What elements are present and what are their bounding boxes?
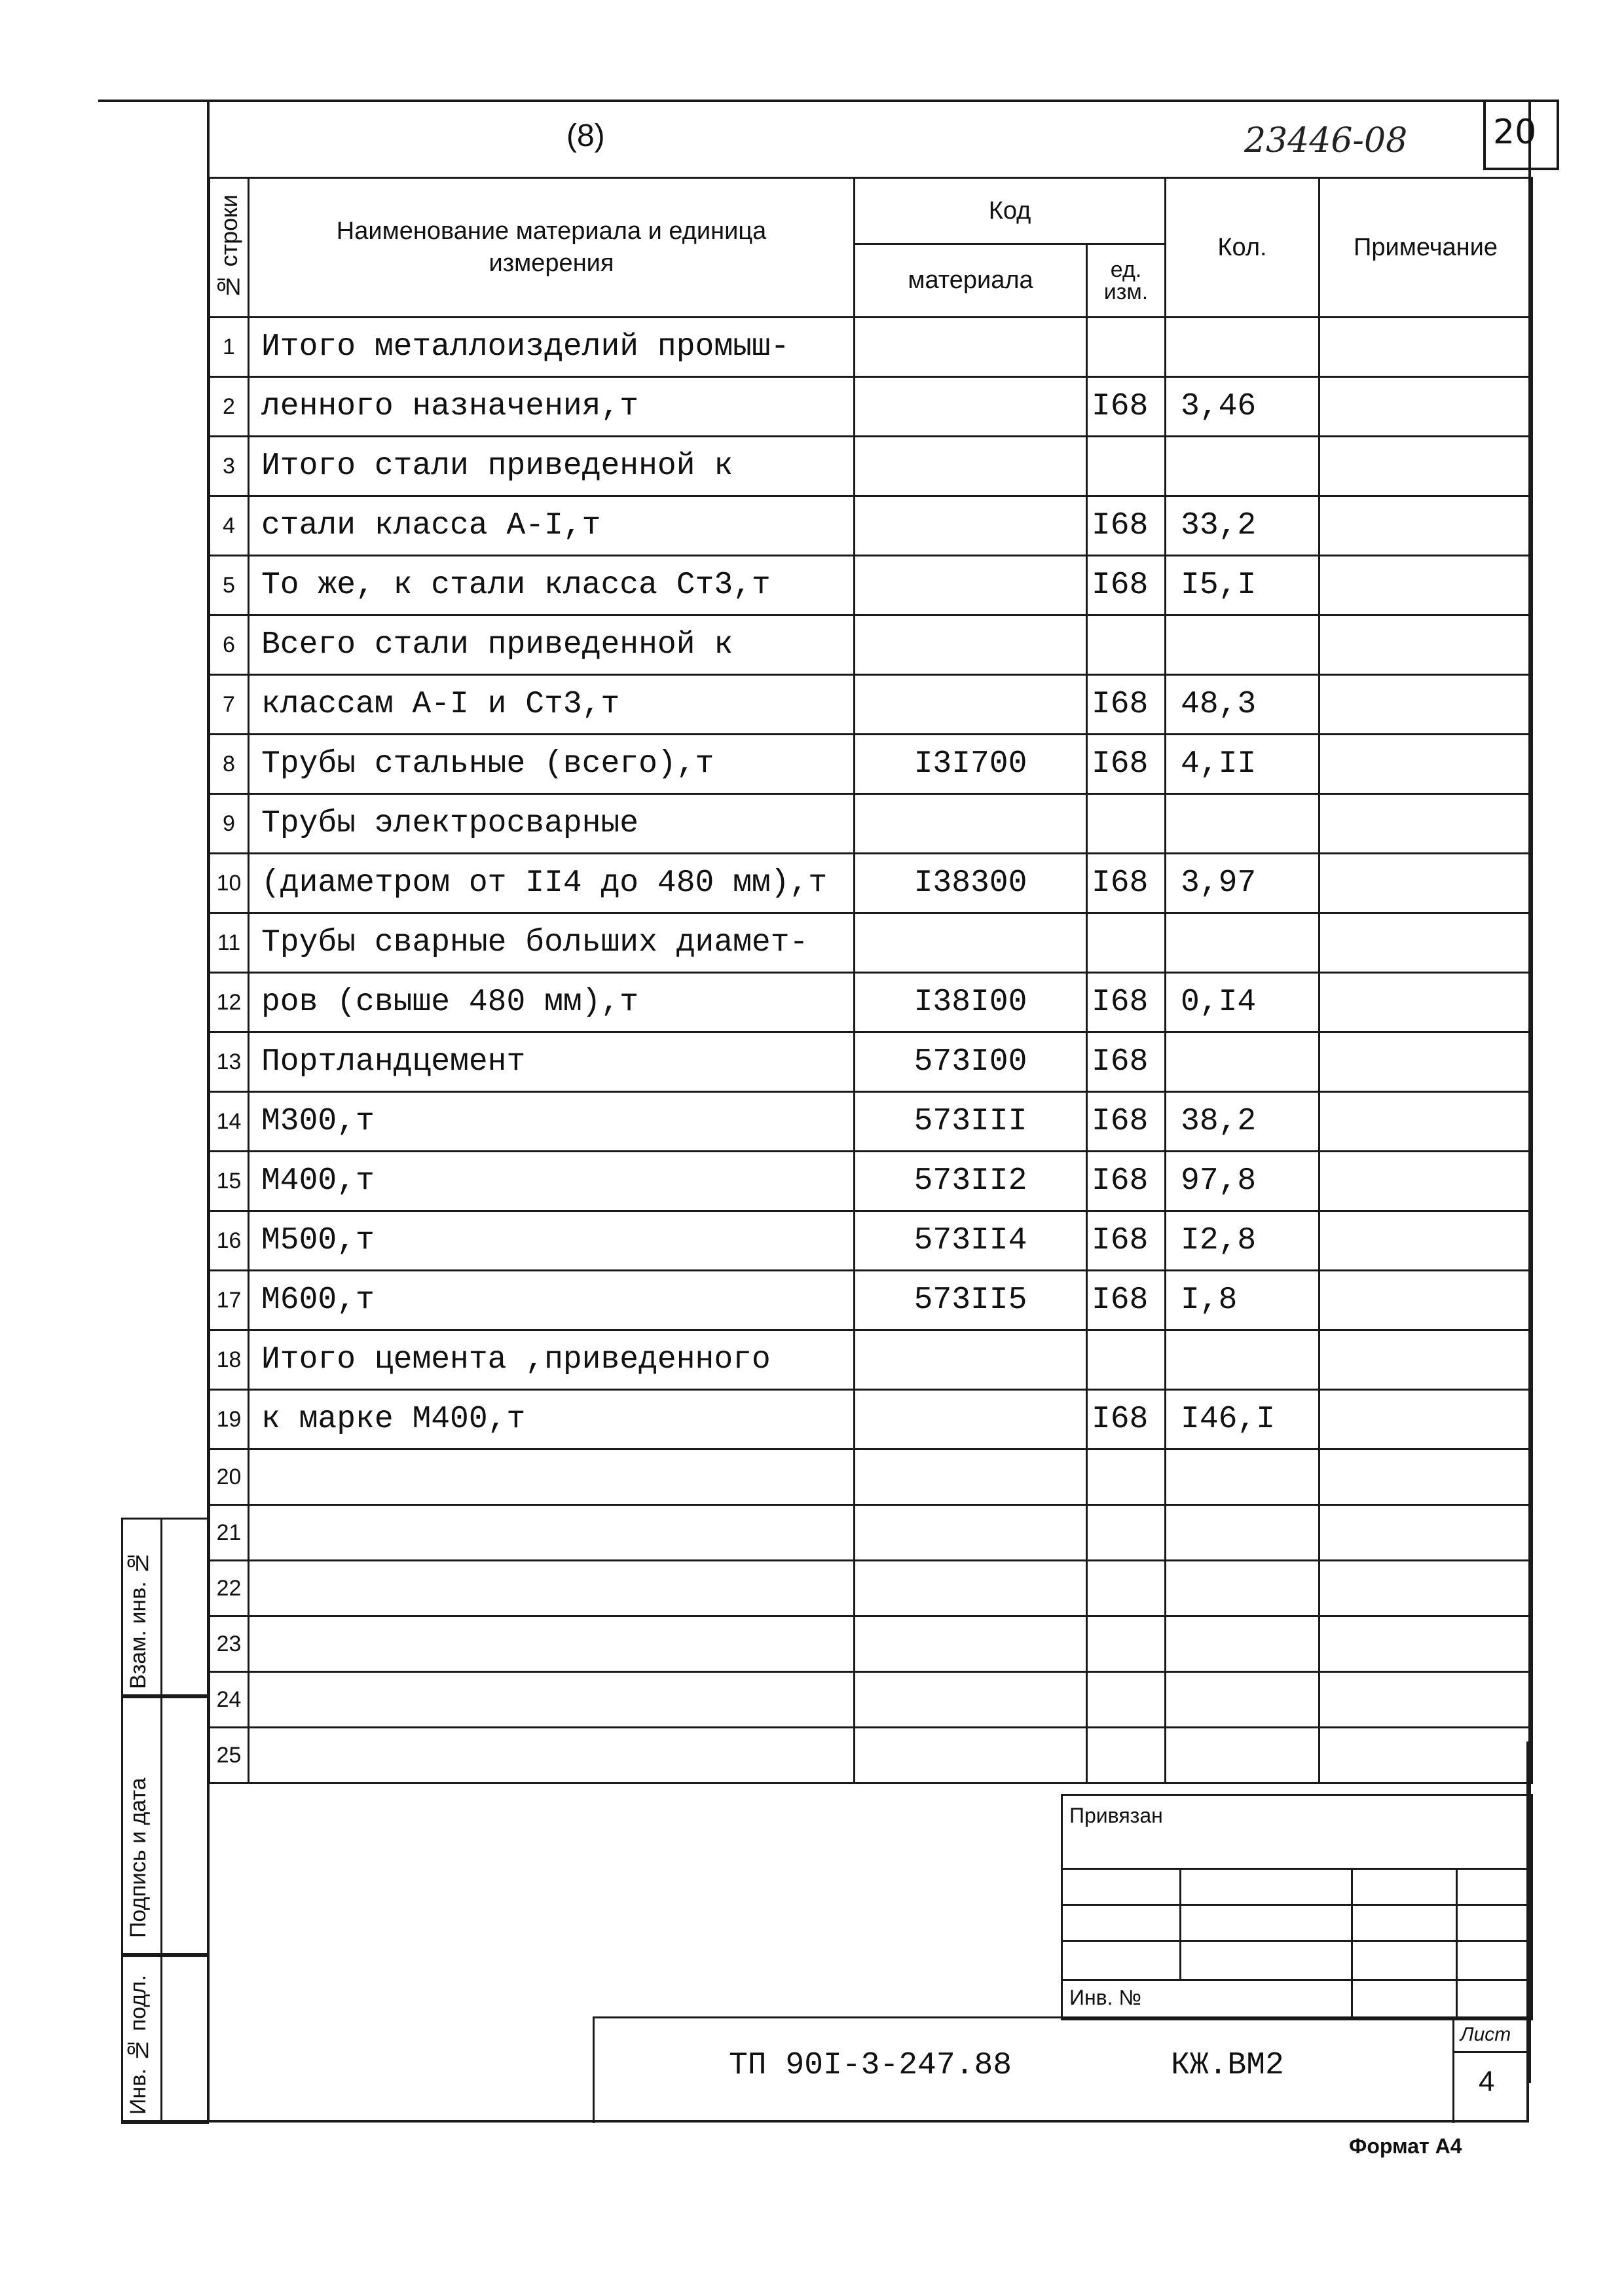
quantity: [1166, 1561, 1320, 1616]
table-row: [210, 1616, 1532, 1672]
material-code: [855, 496, 1087, 556]
unit-code: [1087, 318, 1166, 377]
material-code: [855, 1449, 1087, 1505]
unit-code: I68: [1087, 973, 1166, 1032]
material-name: Портландцемент: [249, 1032, 855, 1092]
row-number: 6: [210, 615, 249, 675]
note: [1320, 437, 1532, 496]
quantity: I2,8: [1166, 1211, 1320, 1271]
unit-code: [1087, 1449, 1166, 1505]
table-row: [210, 1672, 1532, 1728]
row-number: 1: [210, 318, 249, 377]
material-name: Итого металлоизделий промыш-: [249, 318, 855, 377]
quantity: [1166, 1032, 1320, 1092]
material-code: [855, 437, 1087, 496]
row-number: 2: [210, 377, 249, 437]
quantity: I,8: [1166, 1271, 1320, 1330]
row-number: 17: [210, 1271, 249, 1330]
note: [1320, 1330, 1532, 1390]
unit-code: [1087, 1505, 1166, 1561]
quantity: [1166, 1672, 1320, 1728]
row-number: 7: [210, 675, 249, 735]
material-name: Трубы электросварные: [249, 794, 855, 854]
quantity: 3,97: [1166, 854, 1320, 913]
material-code: [855, 556, 1087, 615]
frame-top: [98, 100, 1531, 102]
material-code: 573III: [855, 1092, 1087, 1152]
material-code: [855, 318, 1087, 377]
material-name: стали класса А-I,т: [249, 496, 855, 556]
row-number: 15: [210, 1152, 249, 1211]
table-row: [210, 1152, 1532, 1211]
row-number: 23: [210, 1616, 249, 1672]
material-name: классам А-I и Ст3,т: [249, 675, 855, 735]
material-code: I3I700: [855, 735, 1087, 794]
table-row: [210, 556, 1532, 615]
quantity: 97,8: [1166, 1152, 1320, 1211]
row-number: 4: [210, 496, 249, 556]
material-code: [855, 913, 1087, 973]
unit-code: I68: [1087, 1211, 1166, 1271]
note: [1320, 1271, 1532, 1330]
material-code: [855, 1616, 1087, 1672]
material-code: 573II5: [855, 1271, 1087, 1330]
material-name: Трубы сварные больших диамет-: [249, 913, 855, 973]
unit-code: I68: [1087, 1152, 1166, 1211]
material-name: к марке М400,т: [249, 1390, 855, 1449]
designation: ТП 90I-3-247.88: [729, 2048, 1012, 2083]
note: [1320, 1505, 1532, 1561]
material-name: [249, 1728, 855, 1783]
note: [1320, 1728, 1532, 1783]
material-name: Всего стали приведенной к: [249, 615, 855, 675]
unit-code: I68: [1087, 496, 1166, 556]
quantity: [1166, 437, 1320, 496]
material-name: [249, 1561, 855, 1616]
quantity: [1166, 318, 1320, 377]
table-row: [210, 735, 1532, 794]
table-row: [210, 1505, 1532, 1561]
table-row: [210, 1390, 1532, 1449]
row-number: 14: [210, 1092, 249, 1152]
material-code: 573II4: [855, 1211, 1087, 1271]
quantity: [1166, 1449, 1320, 1505]
quantity: 33,2: [1166, 496, 1320, 556]
material-code: [855, 675, 1087, 735]
material-code: I38300: [855, 854, 1087, 913]
row-number: 25: [210, 1728, 249, 1783]
header-code-material: материала: [855, 244, 1087, 318]
material-code: [855, 1505, 1087, 1561]
note: [1320, 854, 1532, 913]
unit-code: I68: [1087, 735, 1166, 794]
unit-code: I68: [1087, 377, 1166, 437]
material-code: [855, 1390, 1087, 1449]
table-row: [210, 615, 1532, 675]
quantity: [1166, 913, 1320, 973]
note: [1320, 1390, 1532, 1449]
note: [1320, 496, 1532, 556]
quantity: [1166, 1616, 1320, 1672]
title-block: [593, 2016, 1531, 2123]
table-row: [210, 377, 1532, 437]
note: [1320, 1211, 1532, 1271]
unit-code: [1087, 1616, 1166, 1672]
table-row: [210, 318, 1532, 377]
note: [1320, 1449, 1532, 1505]
drawing-code: КЖ.ВМ2: [1171, 2048, 1284, 2083]
materials-table: [208, 177, 1533, 1784]
table-row: [210, 1092, 1532, 1152]
table-row: [210, 1561, 1532, 1616]
table-row: [210, 1728, 1532, 1783]
material-name: М400,т: [249, 1152, 855, 1211]
note: [1320, 1032, 1532, 1092]
unit-code: [1087, 1728, 1166, 1783]
note: [1320, 556, 1532, 615]
row-number: 5: [210, 556, 249, 615]
material-name: (диаметром от II4 до 480 мм),т: [249, 854, 855, 913]
material-name: То же, к стали класса Ст3,т: [249, 556, 855, 615]
row-number: 13: [210, 1032, 249, 1092]
sheet-number: 4: [1479, 2066, 1495, 2098]
quantity: 3,46: [1166, 377, 1320, 437]
unit-code: [1087, 1330, 1166, 1390]
header-code: Код: [855, 178, 1166, 244]
table-row: [210, 1032, 1532, 1092]
unit-code: I68: [1087, 854, 1166, 913]
side-inv-label: Инв. № подл.: [126, 1975, 151, 2115]
note: [1320, 1561, 1532, 1616]
row-number: 9: [210, 794, 249, 854]
quantity: [1166, 794, 1320, 854]
material-name: ров (свыше 480 мм),т: [249, 973, 855, 1032]
material-code: [855, 1561, 1087, 1616]
privyazan-label: Привязан: [1069, 1804, 1163, 1827]
unit-code: I68: [1087, 675, 1166, 735]
material-code: [855, 1672, 1087, 1728]
note: [1320, 1672, 1532, 1728]
note: [1320, 735, 1532, 794]
format-label: Формат А4: [1349, 2134, 1462, 2158]
material-code: [855, 615, 1087, 675]
row-number: 22: [210, 1561, 249, 1616]
quantity: 4,II: [1166, 735, 1320, 794]
header-code-unit: ед. изм.: [1087, 244, 1166, 318]
quantity: [1166, 1728, 1320, 1783]
quantity: I5,I: [1166, 556, 1320, 615]
unit-code: I68: [1087, 556, 1166, 615]
note: [1320, 1092, 1532, 1152]
table-row: [210, 1330, 1532, 1390]
header-name: Наименование материала и единица измерения: [249, 178, 855, 318]
note: [1320, 973, 1532, 1032]
note: [1320, 615, 1532, 675]
unit-code: [1087, 913, 1166, 973]
quantity: [1166, 1330, 1320, 1390]
material-name: М600,т: [249, 1271, 855, 1330]
header-quantity: Кол.: [1166, 178, 1320, 318]
table-row: [210, 854, 1532, 913]
table-row: [210, 437, 1532, 496]
row-number: 10: [210, 854, 249, 913]
inv-number-label: Инв. №: [1069, 1986, 1141, 2009]
note: [1320, 1616, 1532, 1672]
material-name: [249, 1672, 855, 1728]
material-name: [249, 1449, 855, 1505]
quantity: 38,2: [1166, 1092, 1320, 1152]
table-row: [210, 1449, 1532, 1505]
table-row: [210, 1211, 1532, 1271]
table-row: [210, 496, 1532, 556]
page-number: 20: [1493, 113, 1537, 152]
side-divider: [160, 1518, 162, 2120]
material-name: [249, 1616, 855, 1672]
material-name: Итого стали приведенной к: [249, 437, 855, 496]
table-row: [210, 794, 1532, 854]
unit-code: [1087, 615, 1166, 675]
unit-code: I68: [1087, 1271, 1166, 1330]
row-number: 12: [210, 973, 249, 1032]
material-code: [855, 1330, 1087, 1390]
row-number: 19: [210, 1390, 249, 1449]
privyazan-block: [1061, 1794, 1533, 2020]
unit-code: [1087, 1672, 1166, 1728]
material-code: [855, 377, 1087, 437]
material-code: [855, 1728, 1087, 1783]
header-row-number: № строки: [210, 178, 249, 318]
row-number: 20: [210, 1449, 249, 1505]
material-code: 573II2: [855, 1152, 1087, 1211]
table-row: [210, 913, 1532, 973]
row-number: 11: [210, 913, 249, 973]
material-name: Итого цемента ,приведенного: [249, 1330, 855, 1390]
material-name: М300,т: [249, 1092, 855, 1152]
note: [1320, 913, 1532, 973]
quantity: 48,3: [1166, 675, 1320, 735]
unit-code: I68: [1087, 1092, 1166, 1152]
note: [1320, 1152, 1532, 1211]
header-note: Примечание: [1320, 178, 1532, 318]
row-number: 3: [210, 437, 249, 496]
row-number: 24: [210, 1672, 249, 1728]
table-row: [210, 675, 1532, 735]
material-name: Трубы стальные (всего),т: [249, 735, 855, 794]
material-name: М500,т: [249, 1211, 855, 1271]
unit-code: [1087, 1561, 1166, 1616]
note: [1320, 318, 1532, 377]
unit-code: I68: [1087, 1032, 1166, 1092]
material-code: [855, 794, 1087, 854]
quantity: [1166, 615, 1320, 675]
table-row: [210, 973, 1532, 1032]
section-number: (8): [566, 118, 605, 153]
document-number: 23446-08: [1244, 121, 1408, 160]
row-number: 18: [210, 1330, 249, 1390]
sheet-label: Лист: [1460, 2024, 1511, 2045]
table-row: [210, 1271, 1532, 1330]
unit-code: I68: [1087, 1390, 1166, 1449]
unit-code: [1087, 794, 1166, 854]
note: [1320, 675, 1532, 735]
quantity: I46,I: [1166, 1390, 1320, 1449]
material-name: ленного назначения,т: [249, 377, 855, 437]
row-number: 21: [210, 1505, 249, 1561]
side-podpis-label: Подпись и дата: [126, 1777, 151, 1938]
quantity: 0,I4: [1166, 973, 1320, 1032]
note: [1320, 377, 1532, 437]
row-number: 8: [210, 735, 249, 794]
material-code: I38I00: [855, 973, 1087, 1032]
quantity: [1166, 1505, 1320, 1561]
material-code: 573I00: [855, 1032, 1087, 1092]
row-number: 16: [210, 1211, 249, 1271]
material-name: [249, 1505, 855, 1561]
unit-code: [1087, 437, 1166, 496]
side-vzam-label: Взам. инв. №: [126, 1550, 151, 1689]
note: [1320, 794, 1532, 854]
